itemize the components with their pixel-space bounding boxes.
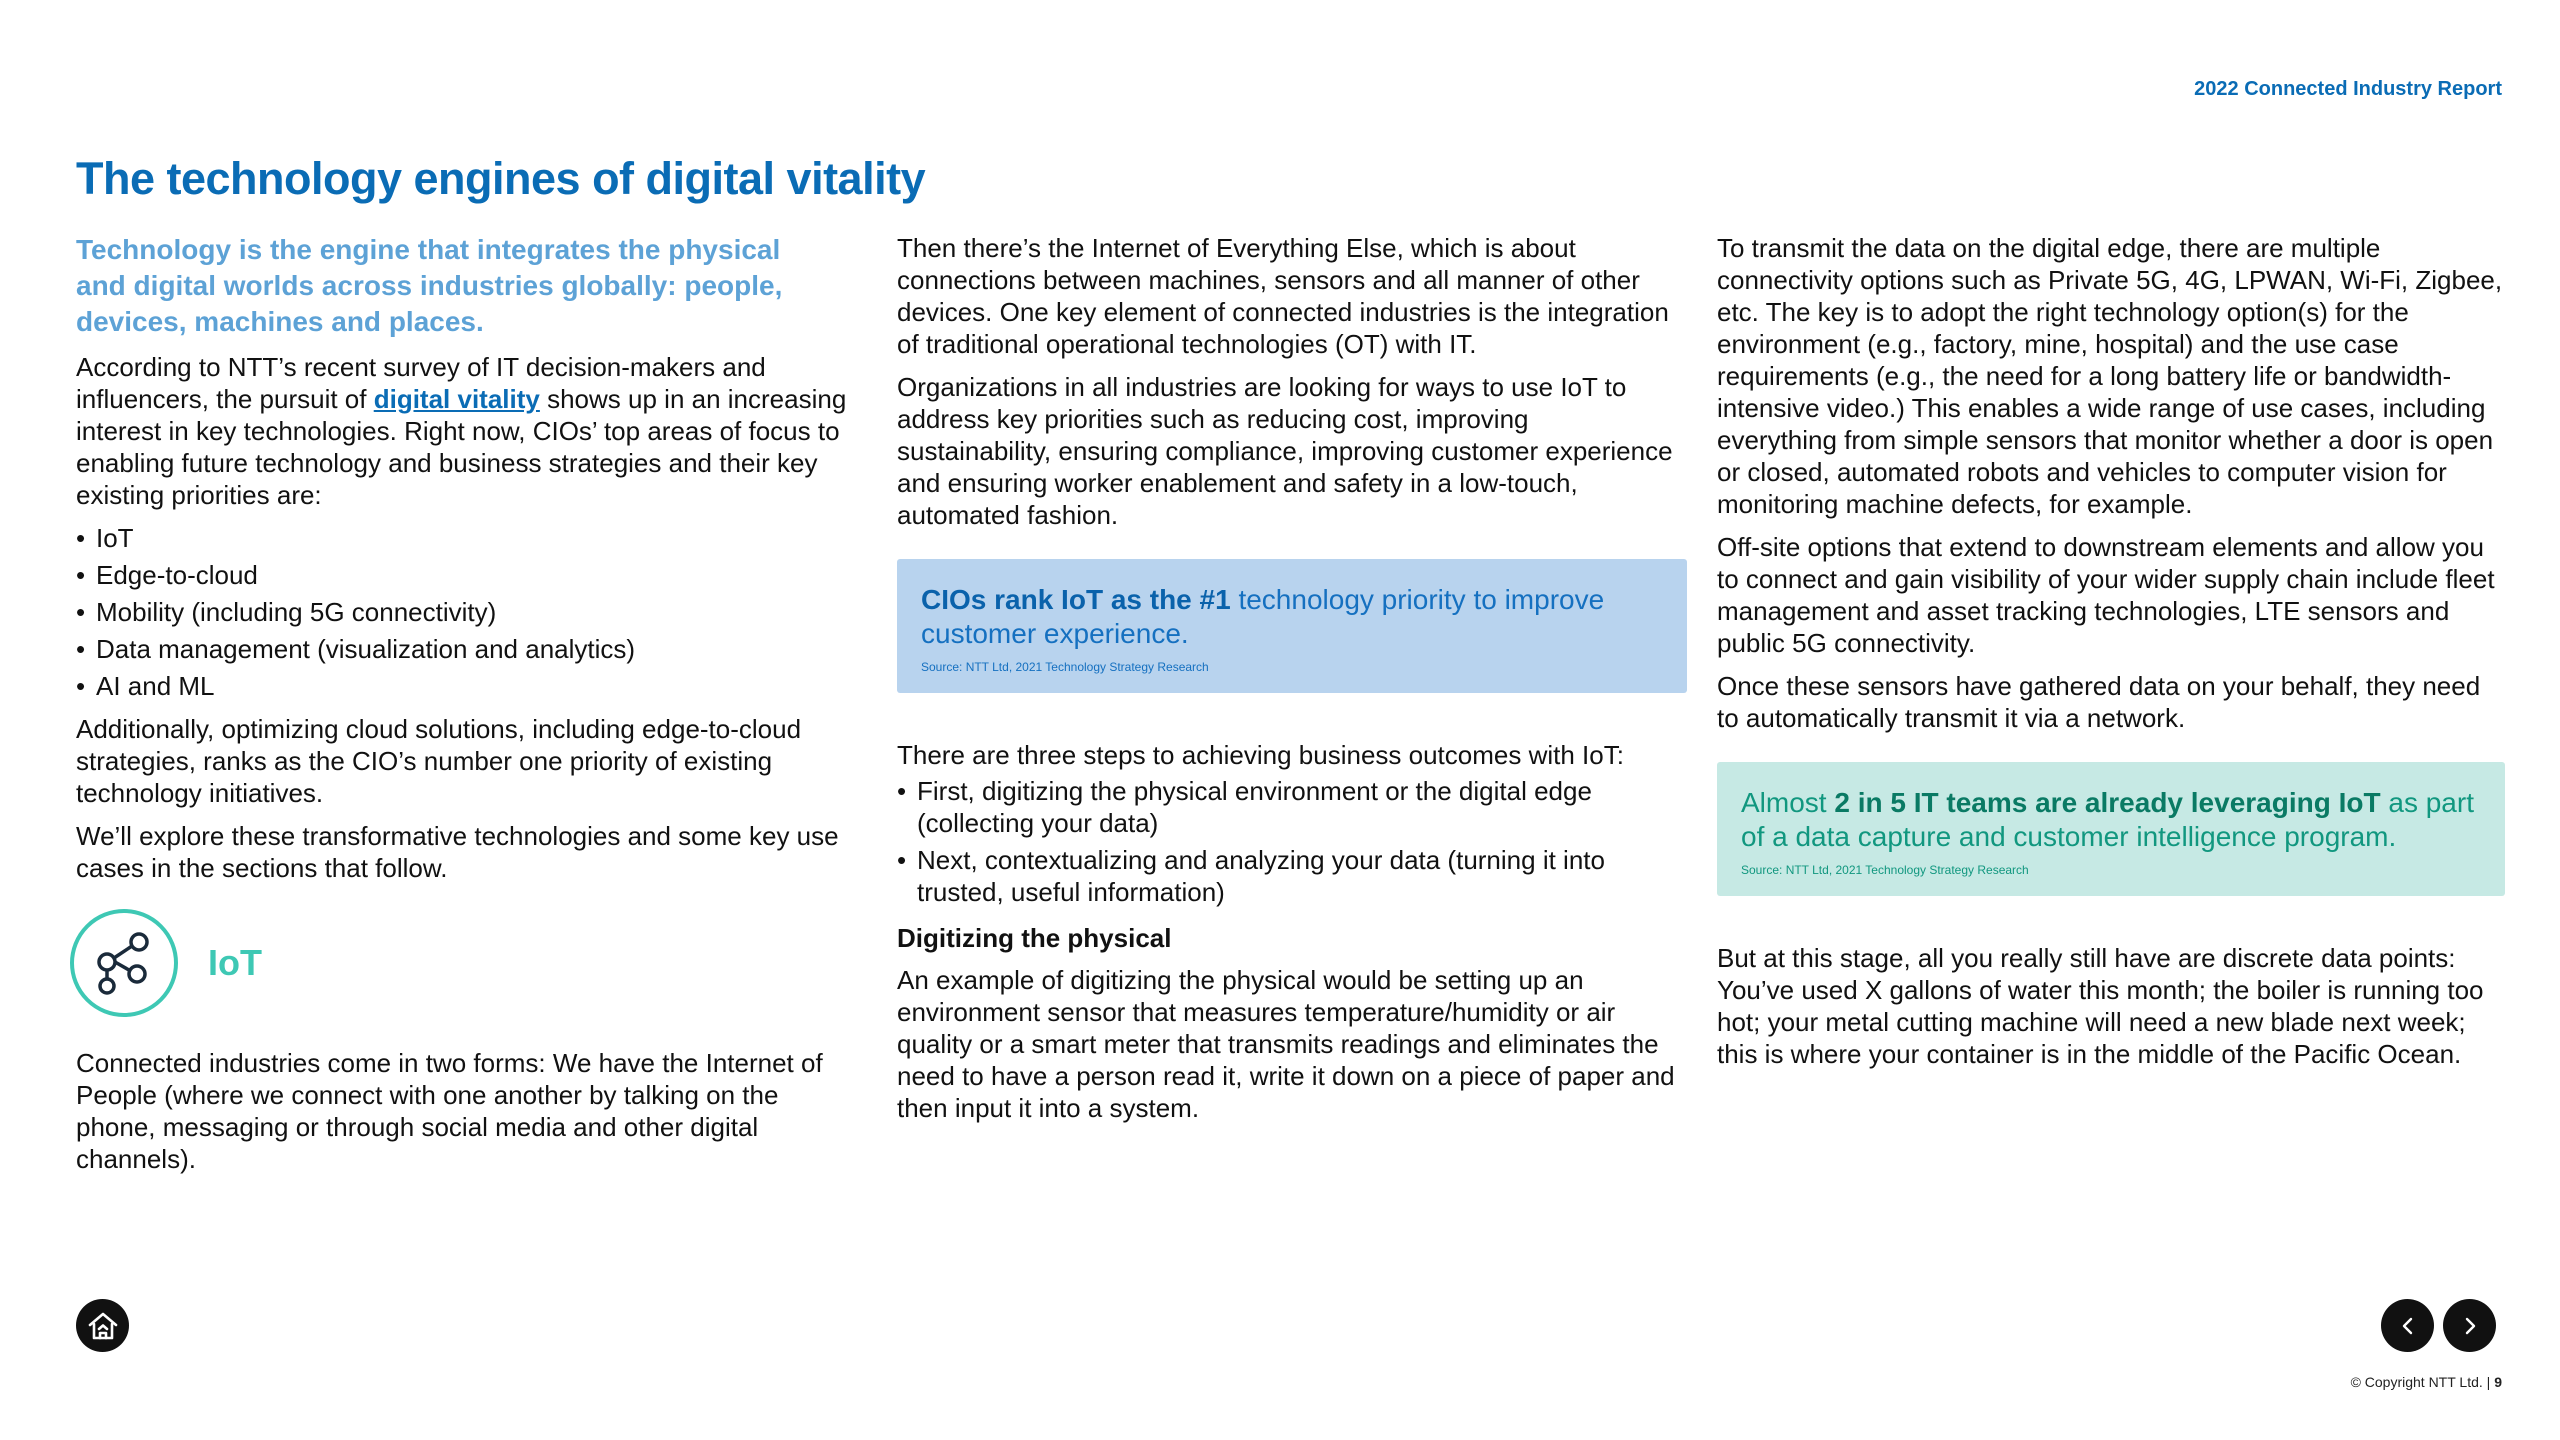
chevron-right-icon bbox=[2459, 1315, 2481, 1337]
organizations-paragraph: Organizations in all industries are looking for ways to use IoT to address key priorities such as reducing cost, improving sustainability, ensuring compliance, improving customer experience and ensuring worker enablement and safety in a low-touch, automated fashion. bbox=[897, 372, 1673, 530]
callout-pre: Almost bbox=[1741, 787, 1835, 818]
home-icon bbox=[86, 1309, 120, 1343]
next-page-button[interactable] bbox=[2443, 1299, 2496, 1352]
callout-text bbox=[921, 583, 1663, 651]
callout-rest: technology priority to improve customer experience. bbox=[921, 584, 1605, 649]
internet-of-everything-paragraph: Then there’s the Internet of Everything Else, which is about connections between machines, sensors and all manner of other devices. One key element of connected industries is the integration of traditional operational technologies (OT) with IT. bbox=[897, 233, 1669, 359]
priority-list bbox=[76, 522, 856, 702]
three-steps-paragraph: There are three steps to achieving business outcomes with IoT: bbox=[897, 740, 1624, 770]
offsite-paragraph: Off-site options that extend to downstream elements and allow you to connect and gain visibility of your wider supply chain include fleet management and asset tracking technologies, LTE sensors and public 5G connectivity. bbox=[1717, 532, 2495, 658]
cloud-paragraph: Additionally, optimizing cloud solutions, including edge-to-cloud strategies, ranks as the CIO’s number one priority of existing technology initiatives. bbox=[76, 714, 802, 808]
digitizing-paragraph: An example of digitizing the physical would be setting up an environment sensor that measures temperature/humidity or air quality or a smart meter that transmits readings and eliminates the need to have a person read it, write it down on a piece of paper and then input it into a system. bbox=[897, 965, 1675, 1123]
list-item: • Data management (visualization and analytics) bbox=[76, 633, 856, 665]
share-nodes-icon bbox=[70, 909, 178, 1017]
intro-text-end: shows up in an increasing interest in key technologies. Right now, CIOs’ top areas of focus to enabling future technology and business strategies and their key existing priorities are: bbox=[76, 384, 847, 510]
home-button[interactable] bbox=[76, 1299, 129, 1352]
page-title: The technology engines of digital vitality bbox=[76, 153, 926, 204]
intro-text-start: According to NTT’s recent survey of IT decision-makers and influencers, the pursuit of bbox=[76, 352, 766, 414]
callout-emphasis: 2 in 5 IT teams are already leveraging IoT bbox=[1834, 787, 2381, 818]
callout-rest: as part of a data capture and customer intelligence program. bbox=[1741, 787, 2474, 852]
iot-label: IoT bbox=[208, 942, 262, 983]
steps-list bbox=[897, 775, 1687, 908]
copyright-text: © Copyright NTT Ltd. | bbox=[2350, 1374, 2495, 1390]
cio-callout bbox=[897, 559, 1687, 693]
page-number: 9 bbox=[2494, 1374, 2502, 1390]
section-subheading: Digitizing the physical bbox=[897, 923, 1172, 953]
it-teams-callout bbox=[1717, 762, 2505, 896]
list-item: • First, digitizing the physical environment or the digital edge (collecting your data) bbox=[897, 775, 1687, 839]
intro-paragraph bbox=[76, 351, 856, 511]
iot-section-heading bbox=[70, 909, 856, 1017]
column-3 bbox=[1717, 232, 2505, 1081]
callout-source: Source: NTT Ltd, 2021 Technology Strategy Research bbox=[921, 660, 1209, 674]
transmit-paragraph: To transmit the data on the digital edge, there are multiple connectivity options such as Private 5G, 4G, LPWAN, Wi-Fi, Zigbee, etc. The key is to adopt the right technology option(s) for the environment (e.g., factory, mine, hospital) and the use case requirements (e.g., the need for a long battery life or bandwidth-intensive video.) This enables a wide range of use cases, including everything from simple sensors that monitor whether a door is open or closed, automated robots and vehicles to computer vision for monitoring machine defects, for example. bbox=[1717, 233, 2503, 519]
callout-source: Source: NTT Ltd, 2021 Technology Strategy Research bbox=[1741, 863, 2029, 877]
sensors-paragraph: Once these sensors have gathered data on your behalf, they need to automatically transmit it via a network. bbox=[1717, 671, 2481, 733]
explore-paragraph: We’ll explore these transformative technologies and some key use cases in the sections that follow. bbox=[76, 821, 839, 883]
connected-industries-paragraph: Connected industries come in two forms: We have the Internet of People (where we connect with one another by talking on the phone, messaging or through social media and other digital channels). bbox=[76, 1048, 823, 1174]
discrete-data-paragraph: But at this stage, all you really still have are discrete data points: You’ve used X gallons of water this month; the boiler is running too hot; your metal cutting machine will need a new blade next week; this is where your container is in the middle of the Pacific Ocean. bbox=[1717, 943, 2484, 1069]
footer bbox=[2351, 1374, 2502, 1390]
callout-text bbox=[1741, 786, 2481, 854]
list-item: • Next, contextualizing and analyzing your data (turning it into trusted, useful information) bbox=[897, 844, 1687, 908]
list-item: • AI and ML bbox=[76, 670, 856, 702]
list-item: • Edge-to-cloud bbox=[76, 559, 856, 591]
column-1 bbox=[76, 232, 856, 1186]
column-2 bbox=[897, 232, 1687, 1135]
chevron-left-icon bbox=[2397, 1315, 2419, 1337]
report-label: 2022 Connected Industry Report bbox=[2194, 78, 2502, 100]
previous-page-button[interactable] bbox=[2381, 1299, 2434, 1352]
list-item: • IoT bbox=[76, 522, 856, 554]
callout-emphasis: CIOs rank IoT as the #1 bbox=[921, 584, 1231, 615]
lead-statement: Technology is the engine that integrates the physical and digital worlds across industries globally: people, devices, machines and places. bbox=[76, 234, 783, 337]
list-item: • Mobility (including 5G connectivity) bbox=[76, 596, 856, 628]
digital-vitality-link[interactable]: digital vitality bbox=[373, 384, 540, 414]
